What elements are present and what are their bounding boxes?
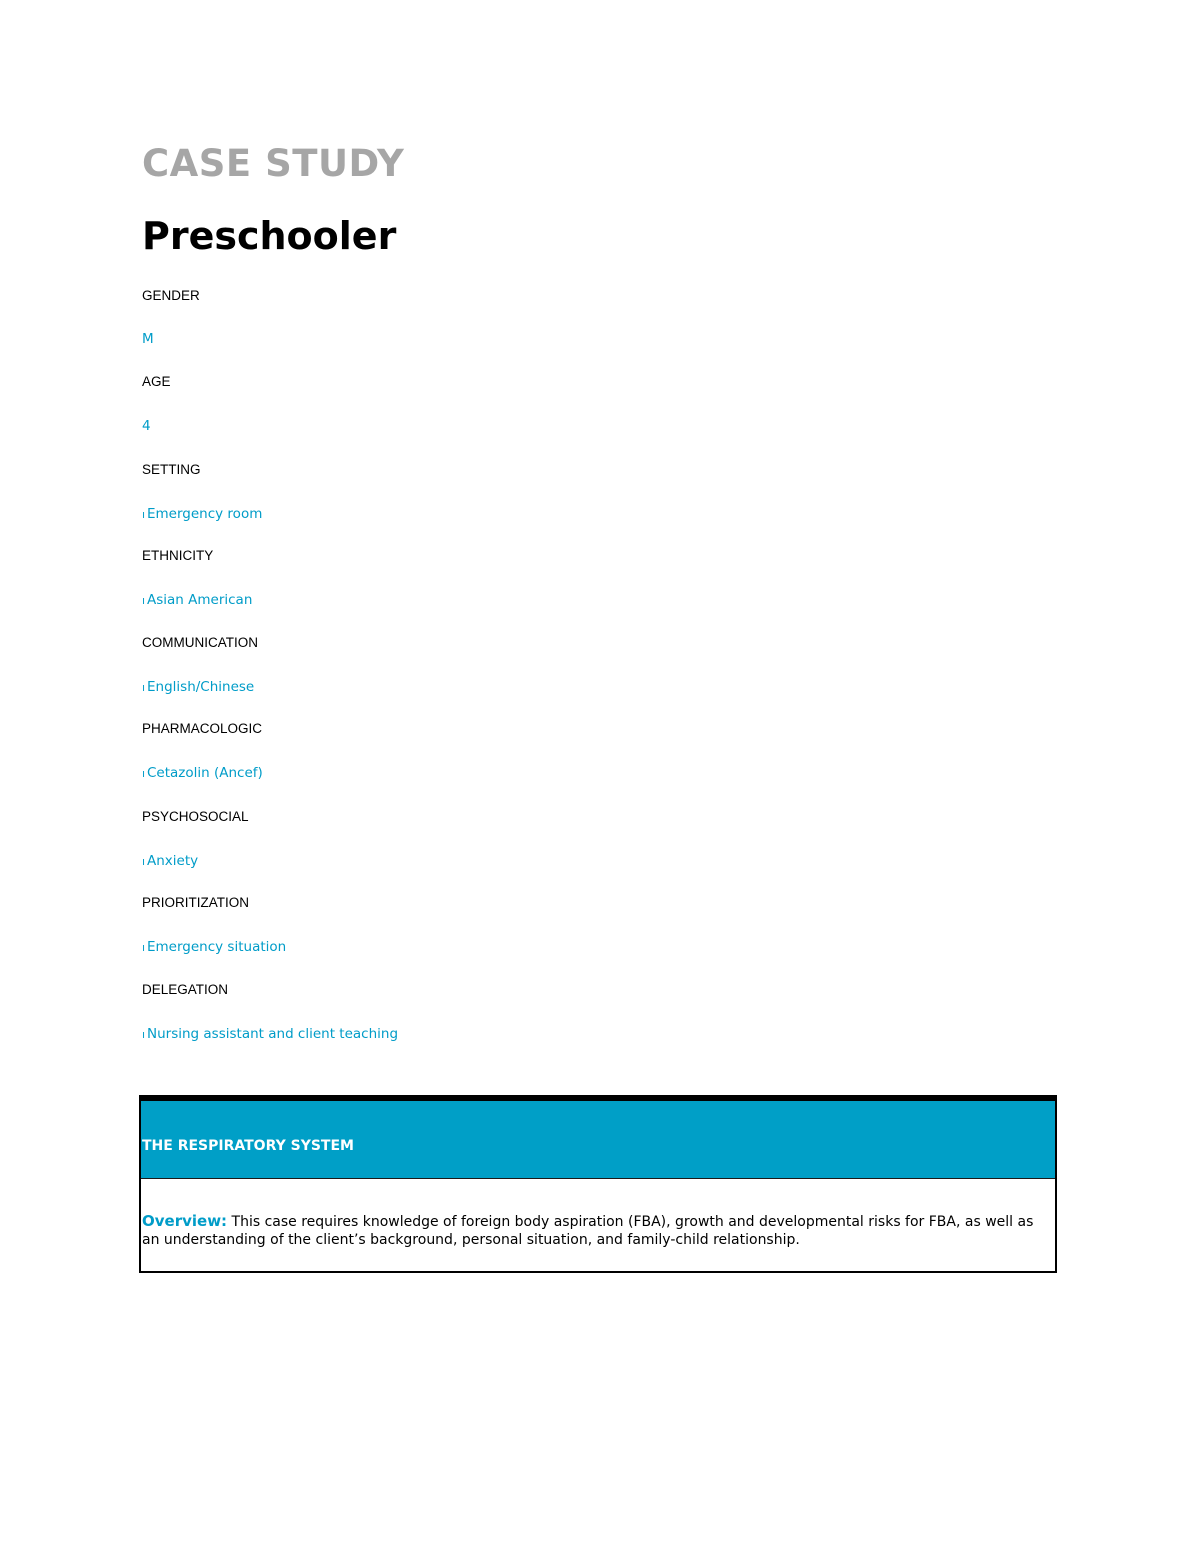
field-value-text: M bbox=[142, 331, 154, 347]
field-value-pharmacologic bbox=[142, 764, 263, 783]
bullet-icon: ı bbox=[142, 508, 146, 521]
section-heading: THE RESPIRATORY SYSTEM bbox=[142, 1138, 354, 1154]
case-study-kicker: CASE STUDY bbox=[142, 142, 405, 185]
field-value-text: Nursing assistant and client teaching bbox=[147, 1026, 399, 1042]
bullet-icon: ı bbox=[142, 941, 146, 954]
field-value-psychosocial bbox=[142, 852, 198, 871]
field-value-prioritization bbox=[142, 938, 286, 957]
overview-paragraph bbox=[142, 1212, 1054, 1249]
field-label-pharmacologic: PHARMACOLOGIC bbox=[142, 721, 263, 736]
bullet-icon: ı bbox=[142, 767, 146, 780]
field-value-age bbox=[142, 417, 151, 435]
field-value-text: Anxiety bbox=[147, 853, 199, 869]
bullet-icon: ı bbox=[142, 681, 146, 694]
page-title: Preschooler bbox=[142, 214, 397, 258]
field-value-text: Asian American bbox=[147, 592, 253, 608]
bullet-icon: ı bbox=[142, 855, 146, 868]
respiratory-system-box bbox=[139, 1095, 1057, 1273]
field-value-text: Emergency situation bbox=[147, 939, 287, 955]
field-label-psychosocial: PSYCHOSOCIAL bbox=[142, 809, 249, 824]
field-value-text: 4 bbox=[142, 418, 151, 434]
field-value-text: Cetazolin (Ancef) bbox=[147, 765, 263, 781]
field-label-delegation: DELEGATION bbox=[142, 982, 229, 997]
field-label-gender: GENDER bbox=[142, 288, 200, 303]
field-label-setting: SETTING bbox=[142, 462, 201, 477]
field-value-ethnicity bbox=[142, 591, 252, 610]
field-value-text: English/Chinese bbox=[147, 679, 255, 695]
field-value-setting bbox=[142, 505, 262, 524]
field-value-gender bbox=[142, 330, 154, 348]
field-label-communication: COMMUNICATION bbox=[142, 635, 258, 650]
field-label-ethnicity: ETHNICITY bbox=[142, 548, 214, 563]
field-value-delegation bbox=[142, 1025, 398, 1044]
field-value-text: Emergency room bbox=[147, 506, 263, 522]
field-value-communication bbox=[142, 678, 254, 697]
field-label-age: AGE bbox=[142, 374, 171, 389]
overview-text: This case requires knowledge of foreign body aspiration (FBA), growth and developmental risks for FBA, as well as an understanding of the client’s background, personal situation, and family-child relationship. bbox=[142, 1214, 1034, 1248]
bullet-icon: ı bbox=[142, 594, 146, 607]
section-header bbox=[141, 1101, 1055, 1179]
bullet-icon: ı bbox=[142, 1028, 146, 1041]
overview-label: Overview: bbox=[142, 1212, 228, 1230]
field-label-prioritization: PRIORITIZATION bbox=[142, 895, 249, 910]
